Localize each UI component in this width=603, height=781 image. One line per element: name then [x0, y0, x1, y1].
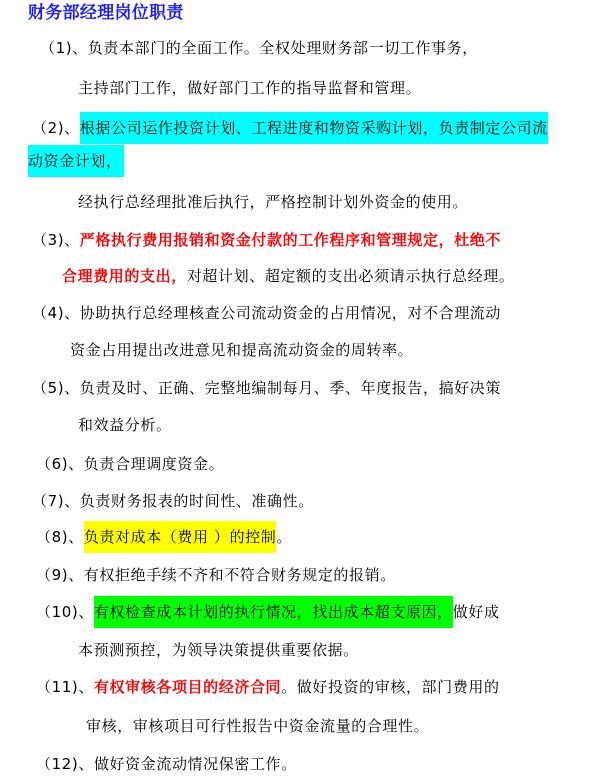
- item-number: （4)、: [32, 304, 80, 322]
- item-number: （3)、: [32, 231, 80, 249]
- list-item-2-continuation: [28, 145, 124, 177]
- item-number: （1)、: [40, 39, 88, 57]
- list-item-7: [32, 492, 314, 510]
- highlighted-text-cyan: 根据公司运作投资计划、工程进度和物资采购计划，负责制定公司流: [80, 112, 548, 144]
- list-item-9: [36, 566, 396, 584]
- item-number: （12)、: [36, 755, 94, 773]
- list-item-2: [32, 119, 548, 144]
- item-text: 负责本部门的全面工作。全权处理财务部一切工作事务，: [87, 39, 478, 57]
- list-item-8: [36, 528, 292, 553]
- list-item-2-line3: 经执行总经理批准后执行，严格控制计划外资金的使用。: [78, 193, 469, 211]
- item-text: 对超计划、超定额的支出必须请示执行总经理。: [186, 267, 515, 285]
- list-item-10-continuation: 本预测预控，为领导决策提供重要依据。: [78, 641, 359, 659]
- list-item-5: [32, 379, 501, 397]
- item-number: （6)、: [36, 455, 84, 473]
- emphasized-text-red: 合理费用的支出，: [62, 267, 187, 285]
- list-item-11: [36, 678, 500, 696]
- list-item-12: [36, 755, 297, 773]
- list-item-10: [36, 603, 500, 628]
- list-item-4-continuation: 资金占用提出改进意见和提高流动资金的周转率。: [70, 341, 414, 359]
- item-number: （10)、: [36, 603, 94, 621]
- item-number: （7)、: [32, 492, 80, 510]
- item-text: 。: [276, 528, 292, 546]
- list-item-5-continuation: 和效益分析。: [78, 416, 172, 434]
- item-text: 有权拒绝手续不齐和不符合财务规定的报销。: [83, 566, 396, 584]
- list-item-3-continuation: [62, 267, 514, 285]
- item-number: （9)、: [36, 566, 84, 584]
- item-text: 负责及时、正确、完整地编制每月、季、年度报告，搞好决策: [79, 379, 501, 397]
- list-item-4: [32, 304, 501, 322]
- emphasized-text-red: 有权审核各项目的经济合同: [93, 678, 282, 696]
- highlighted-text-cyan: 动资金计划，: [28, 145, 124, 177]
- item-text: 。做好投资的审核，部门费用的: [281, 678, 500, 696]
- item-text: 负责合理调度资金。: [83, 455, 225, 473]
- item-number: （2)、: [32, 119, 80, 137]
- list-item-1: [40, 39, 478, 57]
- item-text: 做好成: [452, 603, 500, 621]
- item-text: 负责财务报表的时间性、准确性。: [79, 492, 314, 510]
- list-item-6: [36, 455, 224, 473]
- list-item-3: [32, 231, 501, 249]
- page-title: 财务部经理岗位职责: [28, 3, 184, 23]
- item-text: 协助执行总经理核查公司流动资金的占用情况，对不合理流动: [79, 304, 501, 322]
- highlighted-text-green: 有权检查成本计划的执行情况，找出成本超支原因，: [94, 596, 453, 628]
- emphasized-text-red: 严格执行费用报销和资金付款的工作程序和管理规定，杜绝不: [79, 231, 501, 249]
- highlighted-text-yellow: 负责对成本（费用 ）的控制: [84, 521, 277, 553]
- list-item-11-continuation: 审核，审核项目可行性报告中资金流量的合理性。: [86, 717, 430, 735]
- item-text: 做好资金流动情况保密工作。: [93, 755, 297, 773]
- list-item-1-continuation: 主持部门工作，做好部门工作的指导监督和管理。: [78, 79, 422, 97]
- item-number: （8)、: [36, 528, 84, 546]
- item-number: （11)、: [36, 678, 94, 696]
- item-number: （5)、: [32, 379, 80, 397]
